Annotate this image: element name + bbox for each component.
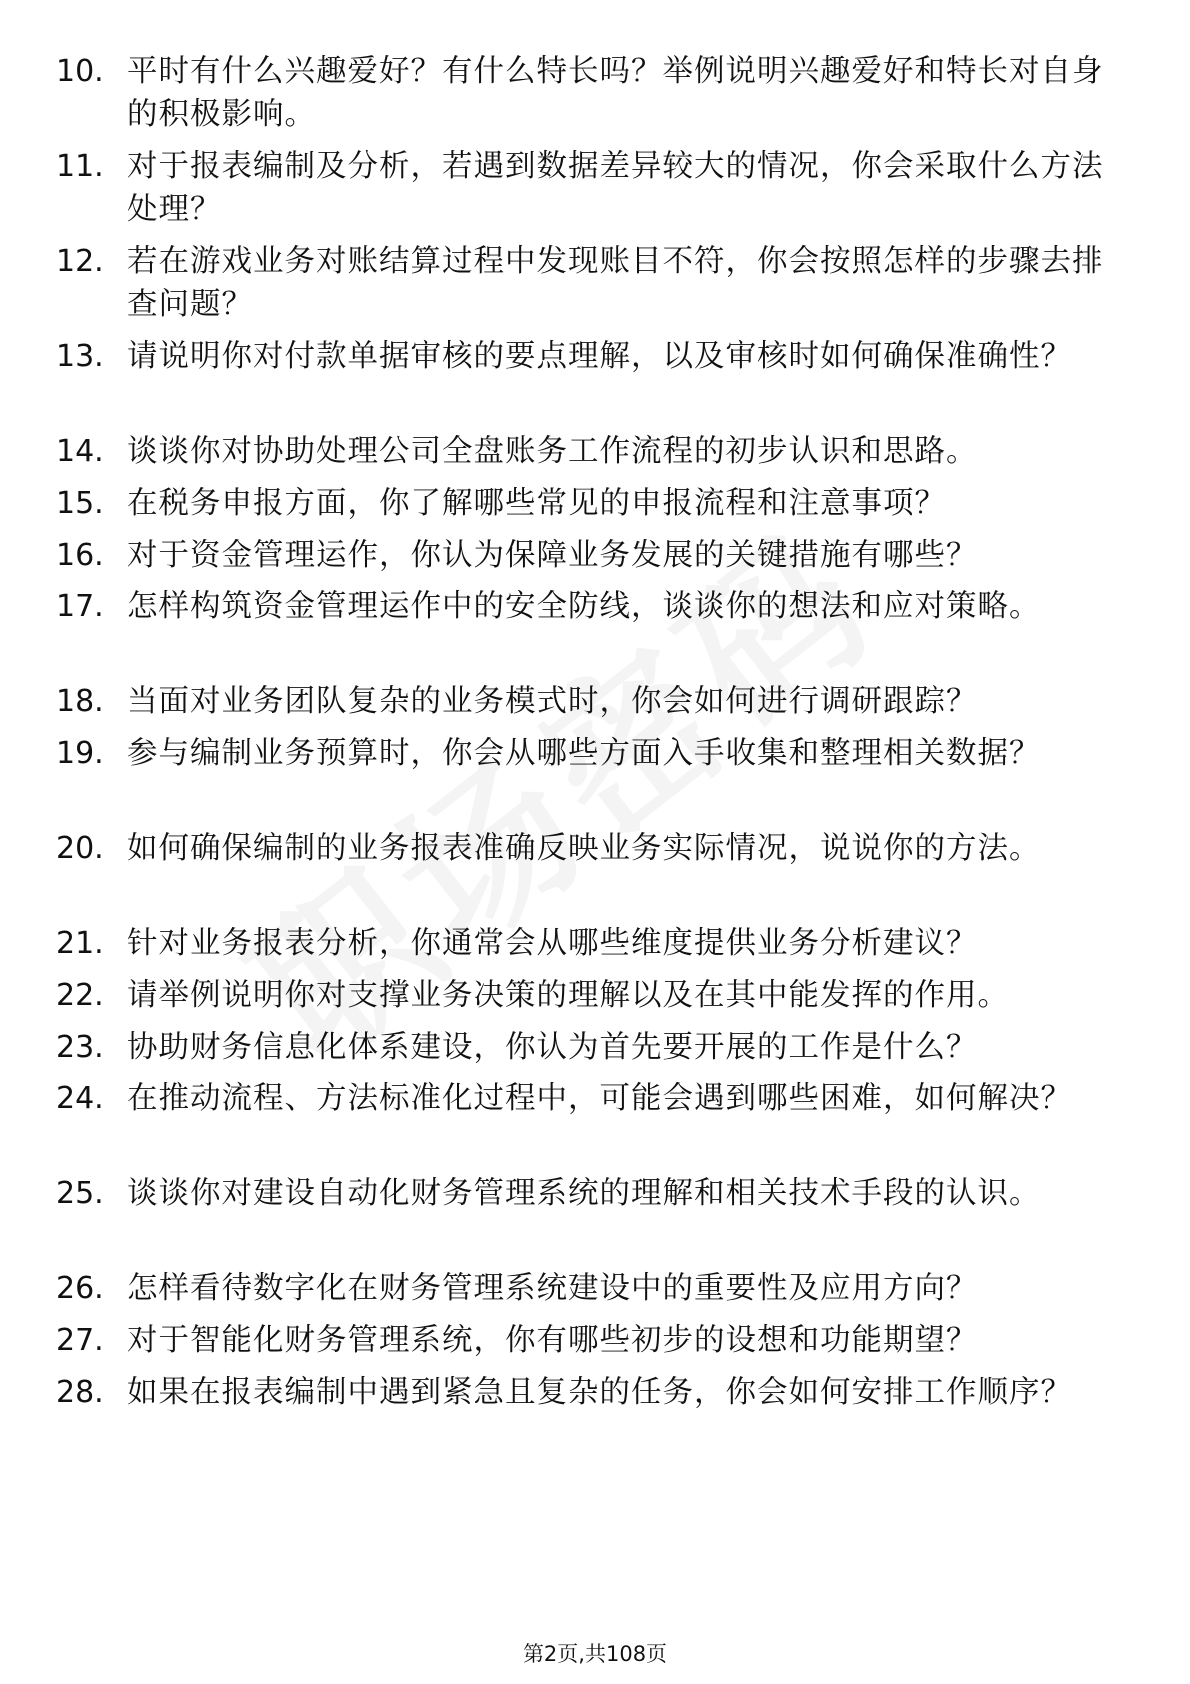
question-text: 对于报表编制及分析，若遇到数据差异较大的情况，你会采取什么方法处理？	[127, 149, 1104, 227]
question-number: 25.	[56, 1176, 104, 1211]
question-text: 谈谈你对协助处理公司全盘账务工作流程的初步认识和思路。	[127, 434, 978, 469]
question-text: 如果在报表编制中遇到紧急且复杂的任务，你会如何安排工作顺序？	[127, 1375, 1072, 1410]
question-text: 若在游戏业务对账结算过程中发现账目不符，你会按照怎样的步骤去排查问题？	[127, 244, 1104, 322]
question-text: 对于智能化财务管理系统，你有哪些初步的设想和功能期望？	[127, 1323, 978, 1358]
question-number: 14.	[56, 434, 104, 469]
question-number: 22.	[56, 978, 104, 1013]
question-number: 28.	[56, 1375, 104, 1410]
question-number: 15.	[56, 486, 104, 521]
question-text: 参与编制业务预算时，你会从哪些方面入手收集和整理相关数据？	[127, 736, 1041, 771]
question-text: 在税务申报方面，你了解哪些常见的申报流程和注意事项？	[127, 486, 946, 521]
question-text: 协助财务信息化体系建设，你认为首先要开展的工作是什么？	[127, 1030, 978, 1065]
question-text: 针对业务报表分析，你通常会从哪些维度提供业务分析建议？	[127, 926, 978, 961]
question-number: 24.	[56, 1081, 104, 1116]
question-text: 如何确保编制的业务报表准确反映业务实际情况，说说你的方法。	[127, 831, 1041, 866]
question-text: 请说明你对付款单据审核的要点理解，以及审核时如何确保准确性？	[127, 339, 1072, 374]
question-text: 在推动流程、方法标准化过程中，可能会遇到哪些困难，如何解决？	[127, 1081, 1072, 1116]
question-number: 16.	[56, 538, 104, 573]
question-number: 17.	[56, 589, 104, 624]
question-number: 10.	[56, 54, 104, 89]
question-text: 当面对业务团队复杂的业务模式时，你会如何进行调研跟踪？	[127, 684, 978, 719]
page-footer: 第2页,共108页	[522, 1642, 668, 1666]
question-number: 27.	[56, 1323, 104, 1358]
question-number: 12.	[56, 244, 104, 279]
question-number: 19.	[56, 736, 104, 771]
question-number: 13.	[56, 339, 104, 374]
question-text: 怎样看待数字化在财务管理系统建设中的重要性及应用方向？	[127, 1271, 978, 1306]
question-number: 11.	[56, 149, 104, 184]
question-text: 平时有什么兴趣爱好？有什么特长吗？举例说明兴趣爱好和特长对自身的积极影响。	[127, 54, 1104, 132]
question-text: 请举例说明你对支撑业务决策的理解以及在其中能发挥的作用。	[127, 978, 1009, 1013]
question-number: 18.	[56, 684, 104, 719]
question-number: 20.	[56, 831, 104, 866]
question-number: 26.	[56, 1271, 104, 1306]
question-text: 对于资金管理运作，你认为保障业务发展的关键措施有哪些？	[127, 538, 978, 573]
question-number: 21.	[56, 926, 104, 961]
question-number: 23.	[56, 1030, 104, 1065]
question-text: 谈谈你对建设自动化财务管理系统的理解和相关技术手段的认识。	[127, 1176, 1041, 1211]
question-text: 怎样构筑资金管理运作中的安全防线，谈谈你的想法和应对策略。	[127, 589, 1041, 624]
